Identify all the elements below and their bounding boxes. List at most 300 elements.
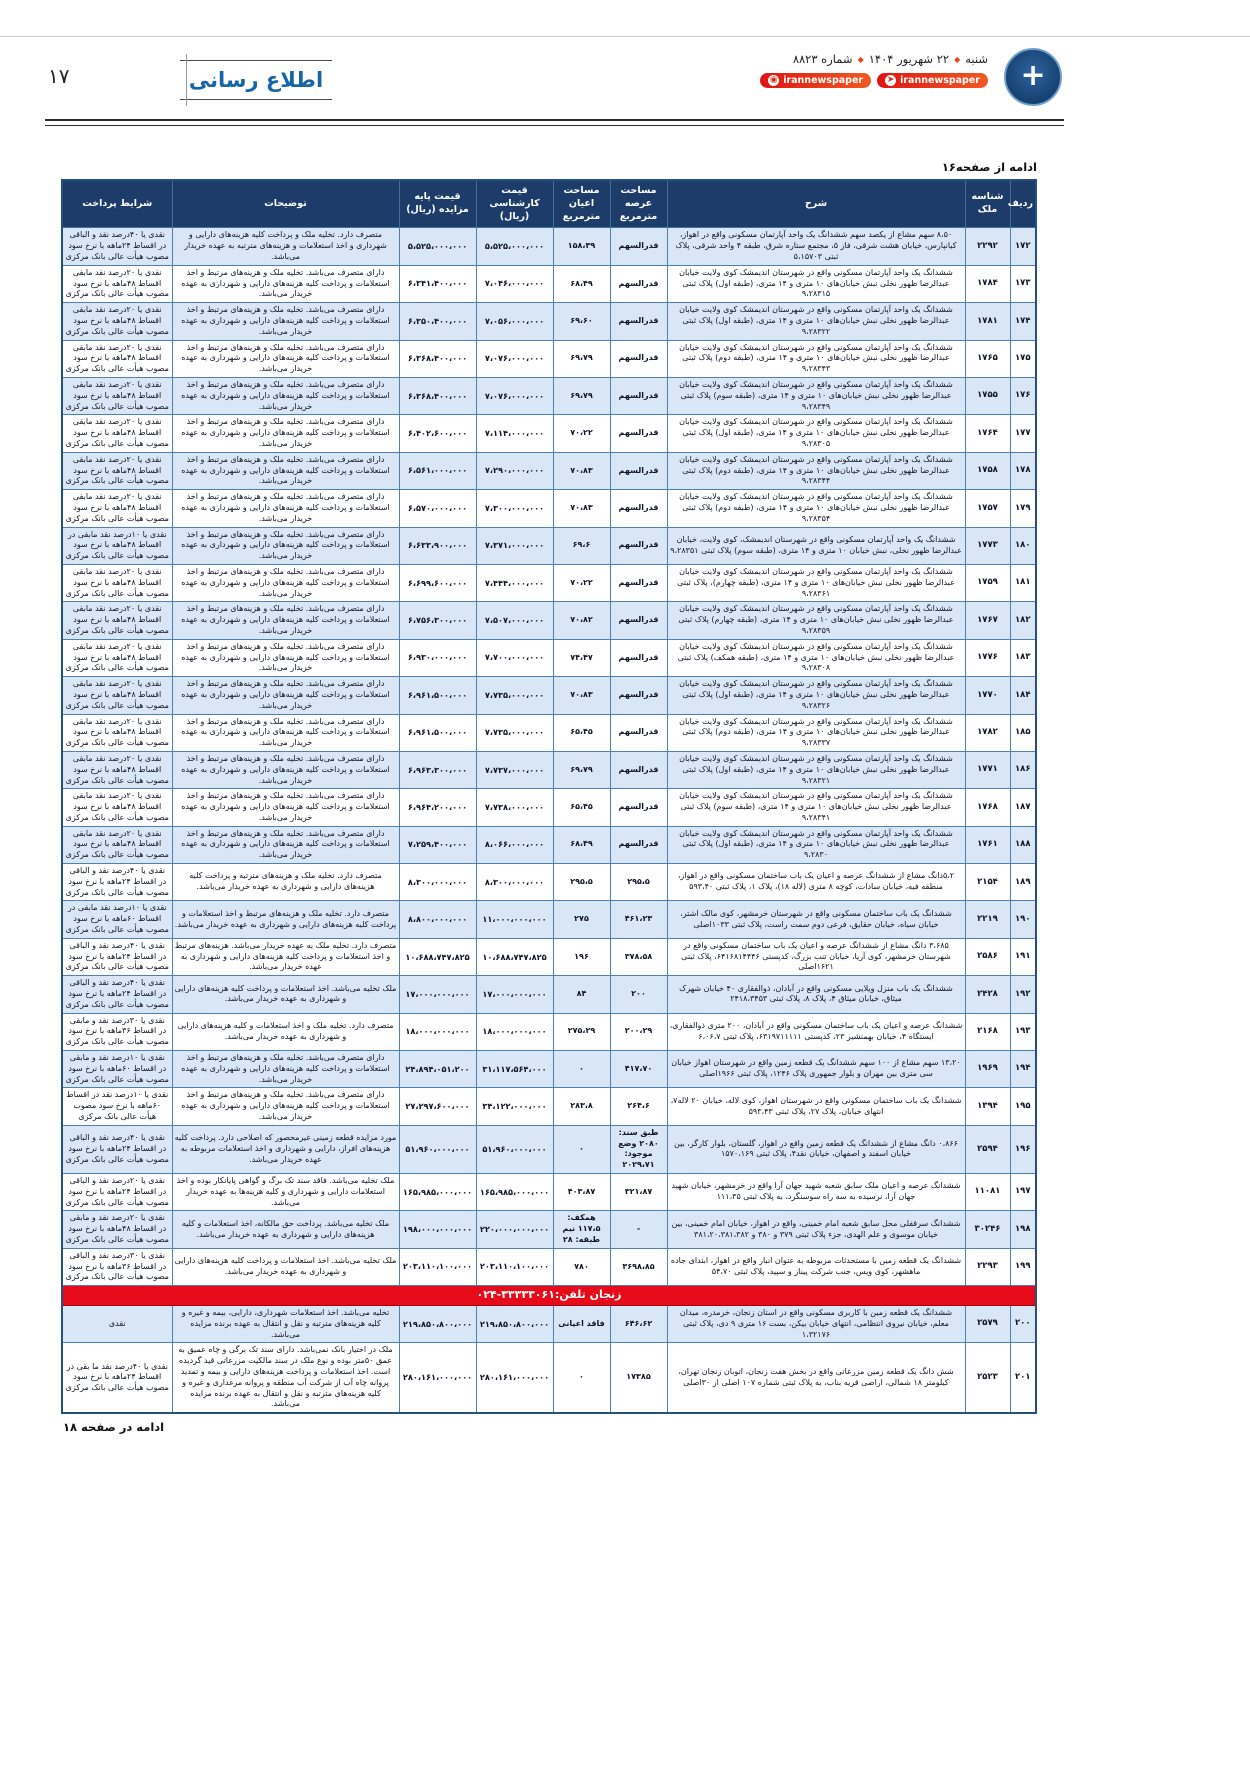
cell-karshenasi: ۷،۷۰۰،۰۰۰،۰۰۰ [476, 639, 553, 676]
cell-sharh: ششدانگ یک واحد آپارتمان مسکونی واقع در شهرستان اندیمشک کوی ولایت خیابان عبدالرضا ظهور نخلی نبش خیابان‌های ۱۰ متری و ۱۴ متری، (طبقه دوم) پلاک ثبتی ۹،۲۸۳۴۳ [667, 340, 965, 377]
zanjan-banner-label: زنجان تلفن:۳۳۳۳۳۰۶۱-۰۲۴ [62, 1286, 1036, 1306]
listing-row [62, 826, 1036, 863]
cell-karshenasi: ۷،۳۷۱،۰۰۰،۰۰۰ [476, 527, 553, 564]
cell-radif: ۱۷۹ [1010, 490, 1036, 527]
cell-tozihat: دارای متصرف می‌باشد. تخلیه ملک و هزینه‌های مرتبط و اخذ استعلامات و پرداخت کلیه هزینه‌های دارایی و شهرداری به عهده خریدار می‌باشد. [172, 639, 399, 676]
cell-karshenasi: ۱۷،۰۰۰،۰۰۰،۰۰۰ [476, 976, 553, 1013]
cell-arseh: قدرالسهم [610, 826, 667, 863]
cell-ayan: ۶۵،۴۵ [553, 714, 610, 751]
listing-row [62, 901, 1036, 938]
cell-arseh: قدرالسهم [610, 415, 667, 452]
cell-arseh: ۲۰۰،۲۹ [610, 1013, 667, 1050]
cell-sharh: ششدانگ یک واحد آپارتمان مسکونی واقع در شهرستان اندیمشک کوی ولایت خیابان عبدالرضا ظهور نخلی نبش خیابان‌های ۱۰ متری و ۱۴ متری، (طبقه اول) پلاک ثبتی ۹،۲۸۳۱۵ [667, 265, 965, 302]
cell-sharh: ۸،۵۰ سهم مشاع از یکصد سهم ششدانگ یک واحد آپارتمان مسکونی واقع در اهواز، کیانپارس، خیابان هشت شرقی، فاز ۵، مجتمع ستاره شرق، طبقه ۴ واحد شرقی، پلاک ثبتی ۵،۱۵۷۰۳ [667, 228, 965, 265]
cell-sharh: ششدانگ یک واحد آپارتمان مسکونی واقع در شهرستان اندیمشک کوی ولایت خیابان عبدالرضا ظهور نخلی نبش خیابان‌های ۱۰ متری و ۱۴ متری، (طبقه چهارم)، پلاک ثبتی ۹،۲۸۳۶۱ [667, 564, 965, 601]
cell-payeh: ۱۷،۰۰۰،۰۰۰،۰۰۰ [399, 976, 476, 1013]
top-rule [0, 36, 1250, 37]
cell-ayan: ۷۰،۸۳ [553, 490, 610, 527]
cell-tozihat: دارای متصرف می‌باشد. تخلیه ملک و هزینه‌های مرتبط و اخذ استعلامات و پرداخت کلیه هزینه‌های دارایی و شهرداری به عهده خریدار می‌باشد. [172, 714, 399, 751]
cell-karshenasi: ۸،۳۰۰،۰۰۰،۰۰۰ [476, 864, 553, 901]
auction-content [63, 160, 1037, 1434]
cell-karshenasi: ۱۱،۰۰۰،۰۰۰،۰۰۰ [476, 901, 553, 938]
cell-karshenasi: ۱۰،۶۸۸،۷۴۷،۸۲۵ [476, 938, 553, 975]
cell-arseh: قدرالسهم [610, 602, 667, 639]
cell-tozihat: دارای متصرف می‌باشد. تخلیه ملک و هزینه‌های مرتبط و اخذ استعلامات و پرداخت کلیه هزینه‌های دارایی و شهرداری به عهده خریدار می‌باشد. [172, 1088, 399, 1125]
cell-tozihat: تخلیه می‌باشد. اخذ استعلامات شهرداری، دارایی، بیمه و غیره و کلیه هزینه‌های مترتبه و نقل و انتقال به عهده برنده مزایده می‌باشد. [172, 1306, 399, 1343]
social-handle: irannewspaper [783, 75, 864, 86]
cell-arseh: قدرالسهم [610, 527, 667, 564]
cell-payeh: ۶،۹۶۱،۵۰۰،۰۰۰ [399, 677, 476, 714]
cell-sharh: ششدانگ یک قطعه زمین با مستحدثات مربوطه به عنوان انبار واقع در اهواز، ابتدای جاده ماهشهر، کوی ویس، جنب شرکت پیناز و سپید، پلاک ثبتی ۵۴،۷۰ [667, 1248, 965, 1285]
col-header-sharh: شرح [667, 180, 965, 228]
cell-karshenasi: ۷،۱۱۴،۰۰۰،۰۰۰ [476, 415, 553, 452]
cell-sharayet: نقدی یا ۱۰درصد نقد در اقساط ۶۰ماهه با نرخ سود مصوب هیأت عالی بانک مرکزی [62, 1088, 172, 1125]
cell-id: ۱۷۶۸ [965, 789, 1010, 826]
cell-radif: ۱۸۳ [1010, 639, 1036, 676]
cell-id: ۱۷۷۶ [965, 639, 1010, 676]
cell-sharayet: نقدی یا ۲۰درصد نقد مابقی اقساط ۴۸ماهه با نرخ سود مصوب هیأت عالی بانک مرکزی [62, 340, 172, 377]
plus-glyph: + [1020, 58, 1046, 93]
listing-row [62, 452, 1036, 489]
cell-id: ۱۷۵۹ [965, 564, 1010, 601]
cell-sharayet: نقدی یا ۳۰درصد نقد و مابقی در اقساط ۳۶ماهه با نرخ سود مصوب هیأت عالی بانک مرکزی [62, 1013, 172, 1050]
cell-karshenasi: ۷،۷۳۷،۰۰۰،۰۰۰ [476, 751, 553, 788]
listing-row [62, 265, 1036, 302]
cell-id: ۱۷۷۳ [965, 527, 1010, 564]
cell-arseh: ۲۶۴،۶ [610, 1088, 667, 1125]
cell-id: ۱۷۶۴ [965, 415, 1010, 452]
cell-payeh: ۲۴،۸۹۴،۰۵۱،۲۰۰ [399, 1051, 476, 1088]
cell-ayan: فاقد اعیانی [553, 1306, 610, 1343]
cell-arseh: قدرالسهم [610, 751, 667, 788]
date-text: ۲۲ شهریور ۱۴۰۴ [868, 52, 950, 66]
listing-row [62, 1125, 1036, 1173]
cell-id: ۳۰۲۴۶ [965, 1211, 1010, 1248]
continued-to-note: ادامه در صفحه ۱۸ [63, 1420, 165, 1435]
cell-id: ۱۷۷۰ [965, 677, 1010, 714]
cell-radif: ۱۹۴ [1010, 1051, 1036, 1088]
cell-tozihat: متصرف دارد. تخلیه ملک و هزینه‌های مرتبط و اخذ استعلامات و پرداخت کلیه هزینه‌های دارایی و شهرداری به عهده خریدار می‌باشد. [172, 901, 399, 938]
cell-arseh: ۶۴۶،۶۲ [610, 1306, 667, 1343]
cell-radif: ۱۹۷ [1010, 1174, 1036, 1211]
page-section-title: اطلاع رسانی [188, 68, 324, 92]
cell-sharayet: نقدی یا ۴۰درصد نقد ما بقی در اقساط ۲۴ماهه با نرخ سود مصوب هیأت عالی بانک مرکزی [62, 1343, 172, 1413]
cell-arseh: ۳۷۸،۵۸ [610, 938, 667, 975]
table-header-row [62, 180, 1036, 228]
listing-row [62, 1088, 1036, 1125]
cell-ayan: ۲۷۵،۲۹ [553, 1013, 610, 1050]
cell-tozihat: دارای متصرف می‌باشد. تخلیه ملک و هزینه‌های مرتبط و اخذ استعلامات و پرداخت کلیه هزینه‌های دارایی و شهرداری به عهده خریدار می‌باشد. [172, 789, 399, 826]
listing-row [62, 976, 1036, 1013]
cell-sharh: ششدانگ یک قطعه زمین با کاربری مسکونی واقع در استان زنجان، خرمدره، میدان معلم، خیابان نیروی انتظامی، انتهای خیابان بیکن، بست ۱۶ متری ۹ دی، پلاک ثبتی ۱،۳۲۱۷۶ [667, 1306, 965, 1343]
cell-tozihat: دارای متصرف می‌باشد. تخلیه ملک و هزینه‌های مرتبط و اخذ استعلامات و پرداخت کلیه هزینه‌های دارایی و شهرداری به عهده خریدار می‌باشد. [172, 303, 399, 340]
cell-payeh: ۷،۲۵۹،۴۰۰،۰۰۰ [399, 826, 476, 863]
cell-arseh: قدرالسهم [610, 639, 667, 676]
cell-id: ۱۹۶۹ [965, 1051, 1010, 1088]
cell-sharayet: نقدی یا ۳۰درصد نقد و الباقی در اقساط ۳۶ماهه با نرخ سود مصوب هیأت عالی بانک مرکزی [62, 1248, 172, 1285]
cell-id: ۲۵۷۹ [965, 1306, 1010, 1343]
cell-arseh: قدرالسهم [610, 228, 667, 265]
cell-karshenasi: ۷،۰۷۶،۰۰۰،۰۰۰ [476, 340, 553, 377]
diamond-icon: ◆ [954, 55, 961, 64]
col-header-payeh: قیمت پایه مزایده (ریال) [399, 180, 476, 228]
cell-sharh: ششدانگ عرصه و اعیان یک باب ساختمان مسکونی واقع در آبادان، ۲۰۰ متری ذوالفقاری، ایستگاه ۴، خیابان بهمنشیر ۲۳، کدپستی ۶۳۱۹۷۱۱۱۱۱، پلاک ثبتی ۶،۰۶،۷ [667, 1013, 965, 1050]
page-number: ۱۷ [48, 64, 70, 88]
cell-id: ۲۲۱۹ [965, 901, 1010, 938]
cell-radif: ۱۸۹ [1010, 864, 1036, 901]
cell-payeh: ۱۰،۶۸۸،۷۴۷،۸۲۵ [399, 938, 476, 975]
cell-radif: ۱۷۳ [1010, 265, 1036, 302]
cell-tozihat: متصرف دارد. تخلیه ملک و پرداخت کلیه هزینه‌های دارایی و شهرداری و اخذ استعلامات و هزینه‌های مترتبه به عهده خریدار می‌باشد. [172, 228, 399, 265]
cell-payeh: ۶،۹۶۴،۲۰۰،۰۰۰ [399, 789, 476, 826]
col-header-tozihat: توضیحات [172, 180, 399, 228]
cell-karshenasi: ۷،۵۰۷،۰۰۰،۰۰۰ [476, 602, 553, 639]
cell-karshenasi: ۸،۰۶۶،۰۰۰،۰۰۰ [476, 826, 553, 863]
cell-arseh: قدرالسهم [610, 714, 667, 751]
cell-radif: ۱۷۸ [1010, 452, 1036, 489]
weekday-text: شنبه [965, 52, 988, 66]
cell-karshenasi: ۷،۴۴۴،۰۰۰،۰۰۰ [476, 564, 553, 601]
cell-ayan: ۲۷۵ [553, 901, 610, 938]
masthead [0, 46, 1250, 114]
cell-sharayet: نقدی یا ۲۰درصد نقد و مابقی در اقساط ۴۸ماهه با نرخ سود مصوب هیأت عالی بانک مرکزی [62, 1211, 172, 1248]
listing-row [62, 1343, 1036, 1413]
cell-tozihat: ملک تخلیه می‌باشد. فاقد سند تک برگ و گواهی پایانکار بوده و اخذ استعلامات دارایی و شهرداری و کلیه هزینه‌ها به عهده خریدار می‌باشد. [172, 1174, 399, 1211]
cell-ayan: ۱۵۸،۳۹ [553, 228, 610, 265]
cell-id: ۲۲۹۲ [965, 228, 1010, 265]
cell-karshenasi: ۱۸،۰۰۰،۰۰۰،۰۰۰ [476, 1013, 553, 1050]
cell-karshenasi: ۵،۵۲۵،۰۰۰،۰۰۰ [476, 228, 553, 265]
cell-tozihat: متصرف دارد. تخلیه ملک به عهده خریدار می‌باشد. هزینه‌های مرتبط و اخذ استعلامات و پرداخت کلیه هزینه‌های دارایی و شهرداری به عهده خریدار می‌باشد. [172, 938, 399, 975]
cell-radif: ۲۰۰ [1010, 1306, 1036, 1343]
cell-ayan: ۲۹۵،۵ [553, 864, 610, 901]
cell-sharayet: نقدی یا ۲۰درصد نقد مابقی اقساط ۴۸ماهه با نرخ سود مصوب هیأت عالی بانک مرکزی [62, 415, 172, 452]
cell-radif: ۱۹۵ [1010, 1088, 1036, 1125]
col-header-ayan: مساحت اعیان مترمربع [553, 180, 610, 228]
cell-sharh: ششدانگ یک واحد آپارتمان مسکونی واقع در شهرستان اندیمشک کوی ولایت خیابان عبدالرضا ظهور نخلی نبش خیابان‌های ۱۰ متری و ۱۴ متری، (طبقه اول) پلاک ثبتی ۹،۲۸۳۲۱ [667, 751, 965, 788]
cell-payeh: ۶،۷۵۶،۳۰۰،۰۰۰ [399, 602, 476, 639]
listing-row [62, 602, 1036, 639]
cell-sharh: ششدانگ یک واحد آپارتمان مسکونی واقع در شهرستان اندیمشک کوی ولایت خیابان عبدالرضا ظهور نخلی نبش خیابان‌های ۱۰ متری و ۱۴ متری، (طبقه دوم) پلاک ثبتی ۹،۲۸۳۴۴ [667, 452, 965, 489]
cell-sharh: ۵،۲دانگ مشاع از ششدانگ عرصه و اعیان یک باب ساختمان مسکونی واقع در اهواز، منطقه فیه، خیابان سادات، کوچه ۸ متری (لاله ۱۸)، پلاک ۱، پلاک ثبتی ۵۹۳،۴۰ [667, 864, 965, 901]
cell-sharh: ششدانگ یک واحد آپارتمان مسکونی واقع در شهرستان اندیمشک کوی ولایت خیابان عبدالرضا ظهور نخلی نبش خیابان‌های ۱۰ متری و ۱۴ متری، (طبقه اول) پلاک ثبتی ۹،۲۸۳۲۶ [667, 677, 965, 714]
cell-sharayet: نقدی یا ۴۰درصد نقد و الباقی در اقساط ۲۴ماهه با نرخ سود مصوب هیأت عالی بانک مرکزی [62, 976, 172, 1013]
listing-row [62, 1211, 1036, 1248]
social-handle: irannewspaper [900, 75, 980, 86]
cell-payeh: ۵۱،۹۶۰،۰۰۰،۰۰۰ [399, 1125, 476, 1173]
cell-radif: ۱۹۲ [1010, 976, 1036, 1013]
cell-tozihat: دارای متصرف می‌باشد. تخلیه ملک و هزینه‌های مرتبط و اخذ استعلامات و پرداخت کلیه هزینه‌های دارایی و شهرداری به عهده خریدار می‌باشد. [172, 602, 399, 639]
cell-payeh: ۶،۴۰۲،۶۰۰،۰۰۰ [399, 415, 476, 452]
cell-ayan: ۱۹۶ [553, 938, 610, 975]
cell-sharh: ششدانگ یک واحد آپارتمان مسکونی واقع در شهرستان اندیمشک کوی ولایت خیابان عبدالرضا ظهور نخلی نبش خیابان‌های ۱۰ متری و ۱۴ متری، (طبقه سوم) پلاک ثبتی ۹،۲۸۳۴۹ [667, 378, 965, 415]
cell-id: ۲۱۶۸ [965, 1013, 1010, 1050]
cell-payeh: ۶،۵۶۱،۰۰۰،۰۰۰ [399, 452, 476, 489]
date-line [528, 52, 988, 66]
cell-id: ۱۷۵۸ [965, 452, 1010, 489]
cell-karshenasi: ۲۸۰،۱۶۱،۰۰۰،۰۰۰ [476, 1343, 553, 1413]
cell-tozihat: دارای متصرف می‌باشد. تخلیه ملک و هزینه‌های مرتبط و اخذ استعلامات و پرداخت کلیه هزینه‌های دارایی و شهرداری به عهده خریدار می‌باشد. [172, 751, 399, 788]
cell-radif: ۱۷۵ [1010, 340, 1036, 377]
listing-row [62, 1306, 1036, 1343]
cell-karshenasi: ۷،۰۴۶،۰۰۰،۰۰۰ [476, 265, 553, 302]
cell-payeh: ۲۷،۲۹۷،۶۰۰،۰۰۰ [399, 1088, 476, 1125]
cell-radif: ۱۸۲ [1010, 602, 1036, 639]
cell-ayan: ۶۵،۴۵ [553, 789, 610, 826]
cell-tozihat: دارای متصرف می‌باشد. تخلیه ملک و هزینه‌های مرتبط و اخذ استعلامات و پرداخت کلیه هزینه‌های دارایی و شهرداری به عهده خریدار می‌باشد. [172, 415, 399, 452]
cell-arseh: ۴۱۷،۷۰ [610, 1051, 667, 1088]
cell-sharh: ششدانگ یک واحد آپارتمان مسکونی واقع در شهرستان اندیمشک کوی ولایت خیابان عبدالرضا ظهور نخلی نبش خیابان‌های ۱۰ متری و ۱۴ متری، (طبقه سوم) پلاک ثبتی ۹،۲۸۳۴۱ [667, 789, 965, 826]
cell-id: ۱۳۹۴ [965, 1088, 1010, 1125]
cell-sharayet: نقدی یا ۲۰درصد نقد و الباقی در اقساط ۲۴ماهه با نرخ سود مصوب هیأت عالی بانک مرکزی [62, 1174, 172, 1211]
cell-ayan: ۷۸۰ [553, 1248, 610, 1285]
cell-tozihat: متصرف دارد. تخلیه ملک و هزینه‌های مترتبه و پرداخت کلیه هزینه‌های دارایی و شهرداری به عهده خریدار می‌باشد. [172, 864, 399, 901]
cell-ayan: ۷۴،۴۷ [553, 639, 610, 676]
social-badge-twitter-telegram [877, 73, 988, 88]
cell-payeh: ۱۸،۰۰۰،۰۰۰،۰۰۰ [399, 1013, 476, 1050]
cell-tozihat: دارای متصرف می‌باشد. تخلیه ملک و هزینه‌های مرتبط و اخذ استعلامات و پرداخت کلیه هزینه‌های دارایی و شهرداری به عهده خریدار می‌باشد. [172, 677, 399, 714]
cell-id: ۱۷۶۵ [965, 340, 1010, 377]
cell-payeh: ۶،۵۷۰،۰۰۰،۰۰۰ [399, 490, 476, 527]
listing-row [62, 1174, 1036, 1211]
cell-sharayet: نقدی یا ۲۰درصد نقد مابقی اقساط ۴۸ماهه با نرخ سود مصوب هیأت عالی بانک مرکزی [62, 265, 172, 302]
cell-karshenasi: ۵۱،۹۶۰،۰۰۰،۰۰۰ [476, 1125, 553, 1173]
cell-id: ۲۴۲۸ [965, 976, 1010, 1013]
cell-id: ۱۷۵۷ [965, 490, 1010, 527]
cell-arseh: قدرالسهم [610, 564, 667, 601]
cell-sharh: ۳،۶۸۵ دانگ مشاع از ششدانگ عرصه و اعیان یک باب ساختمان مسکونی واقع در شهرستان خرمشهر، کوی آریا، خیابان تنب بزرگ، کدپستی ۶۴۱۶۸۱۴۴۴۶، پلاک ثبتی ۱۶۲۱اصلی [667, 938, 965, 975]
cell-sharayet: نقدی یا ۲۰درصد نقد مابقی اقساط ۴۸ماهه با نرخ سود مصوب هیأت عالی بانک مرکزی [62, 602, 172, 639]
cell-sharh: ششدانگ یک واحد آپارتمان مسکونی واقع در شهرستان اندیمشک کوی ولایت خیابان عبدالرضا ظهور نخلی نبش خیابان‌های ۱۰ متری و ۱۴ متری، (طبقه همکف) پلاک ثبتی ۹،۲۸۳۰۸ [667, 639, 965, 676]
cell-sharh: ششدانگ یک واحد آپارتمان مسکونی واقع در شهرستان اندیمشک کوی ولایت خیابان عبدالرضا ظهور نخلی نبش خیابان‌های ۱۰ متری و ۱۴ متری، (طبقه چهارم) پلاک ثبتی ۹،۲۸۳۵۹ [667, 602, 965, 639]
cell-payeh: ۶،۳۶۸،۴۰۰،۰۰۰ [399, 378, 476, 415]
cell-radif: ۱۸۷ [1010, 789, 1036, 826]
cell-karshenasi: ۷،۷۳۵،۰۰۰،۰۰۰ [476, 677, 553, 714]
cell-radif: ۱۷۴ [1010, 303, 1036, 340]
cell-payeh: ۱۶۵،۹۸۵،۰۰۰،۰۰۰ [399, 1174, 476, 1211]
cell-radif: ۱۸۶ [1010, 751, 1036, 788]
cell-ayan: ۷۰،۲۲ [553, 415, 610, 452]
cell-karshenasi: ۲۱۹،۸۵۰،۸۰۰،۰۰۰ [476, 1306, 553, 1343]
col-header-sharayet: شرایط پرداخت [62, 180, 172, 228]
cell-arseh: قدرالسهم [610, 340, 667, 377]
listing-row [62, 789, 1036, 826]
cell-sharayet: نقدی یا ۴۰درصد نقد و الباقی در اقساط ۲۴ماهه با نرخ سود مصوب هیأت عالی بانک مرکزی [62, 938, 172, 975]
cell-sharayet: نقدی یا ۴۰درصد نقد و الباقی در اقساط ۲۴ماهه با نرخ سود مصوب هیأت عالی بانک مرکزی [62, 864, 172, 901]
col-header-radif: ردیف [1010, 180, 1036, 228]
cell-ayan: ۶۹،۷۹ [553, 378, 610, 415]
cell-ayan: ۶۹،۷۹ [553, 751, 610, 788]
cell-payeh: ۶،۹۶۳،۳۰۰،۰۰۰ [399, 751, 476, 788]
cell-arseh: قدرالسهم [610, 677, 667, 714]
cell-sharayet: نقدی یا ۲۰درصد نقد مابقی اقساط ۴۸ماهه با نرخ سود مصوب هیأت عالی بانک مرکزی [62, 789, 172, 826]
cell-radif: ۱۷۶ [1010, 378, 1036, 415]
cell-sharayet: نقدی یا ۲۰درصد نقد مابقی اقساط ۴۸ماهه با نرخ سود مصوب هیأت عالی بانک مرکزی [62, 677, 172, 714]
cell-radif: ۱۷۷ [1010, 415, 1036, 452]
listing-row [62, 340, 1036, 377]
cell-ayan: ۴۰۳،۸۷ [553, 1174, 610, 1211]
social-badge-instagram [760, 73, 871, 88]
cell-arseh: قدرالسهم [610, 378, 667, 415]
cell-sharayet: نقدی یا ۲۰درصد نقد مابقی اقساط ۴۸ماهه با نرخ سود مصوب هیأت عالی بانک مرکزی [62, 378, 172, 415]
cell-arseh: - [610, 1211, 667, 1248]
cell-karshenasi: ۷،۷۳۵،۰۰۰،۰۰۰ [476, 714, 553, 751]
cell-payeh: ۶،۳۵۰،۴۰۰،۰۰۰ [399, 303, 476, 340]
cell-ayan: ۶۸،۴۹ [553, 826, 610, 863]
listings-body [62, 228, 1036, 1413]
cell-karshenasi: ۷،۷۳۸،۰۰۰،۰۰۰ [476, 789, 553, 826]
col-header-arseh: مساحت عرصه مترمربع [610, 180, 667, 228]
cell-ayan: همکف: ۱۱۷،۵ نیم طبقه: ۲۸ [553, 1211, 610, 1248]
cell-sharayet: نقدی یا ۲۰درصد نقد مابقی اقساط ۴۸ماهه با نرخ سود مصوب هیأت عالی بانک مرکزی [62, 303, 172, 340]
cell-radif: ۱۹۱ [1010, 938, 1036, 975]
listing-row [62, 938, 1036, 975]
cell-payeh: ۱۹۸،۰۰۰،۰۰۰،۰۰۰ [399, 1211, 476, 1248]
cell-radif: ۱۹۸ [1010, 1211, 1036, 1248]
cell-sharh: ششدانگ یک باب ساختمان مسکونی واقع در شهرستان اهواز، کوی لاله، خیابان ۲۰ لاله۷، انتهای خیابان، پلاک ۲۷، پلاک ثبتی ۵۹۳،۴۳ [667, 1088, 965, 1125]
listing-row [62, 490, 1036, 527]
cell-ayan: ۶۹،۶۰ [553, 303, 610, 340]
cell-arseh: ۳۲۱،۸۷ [610, 1174, 667, 1211]
cell-tozihat: دارای متصرف می‌باشد. تخلیه ملک و هزینه‌های مرتبط و اخذ استعلامات و پرداخت کلیه هزینه‌های دارایی و شهرداری به عهده خریدار می‌باشد. [172, 564, 399, 601]
cell-id: ۱۷۵۵ [965, 378, 1010, 415]
cell-sharh: ششدانگ یک واحد آپارتمان مسکونی واقع در شهرستان اندیمشک، کوی ولایت، خیابان عبدالرضا ظهور نخلی، نبش خیابان ۱۰ متری و ۱۴ متری، (طبقه سوم) پلاک ثبتی ۹،۲۸۳۵۱ [667, 527, 965, 564]
cell-karshenasi: ۲۰۳،۱۱۰،۱۰۰،۰۰۰ [476, 1248, 553, 1285]
cell-payeh: ۶،۳۶۸،۴۰۰،۰۰۰ [399, 340, 476, 377]
cell-sharh: ششدانگ یک واحد آپارتمان مسکونی واقع در شهرستان اندیمشک کوی ولایت خیابان عبدالرضا ظهور نخلی نبش خیابان‌های ۱۰ متری و ۱۴ متری، (طبقه دوم) پلاک ثبتی ۹،۲۸۳۵۴ [667, 490, 965, 527]
cell-payeh: ۲۰۳،۱۱۰،۱۰۰،۰۰۰ [399, 1248, 476, 1285]
listing-row [62, 378, 1036, 415]
cell-ayan: ۷۰،۸۳ [553, 452, 610, 489]
cell-payeh: ۵،۵۲۵،۰۰۰،۰۰۰ [399, 228, 476, 265]
col-header-karshenasi: قیمت کارشناسی (ریال) [476, 180, 553, 228]
listing-row [62, 751, 1036, 788]
cell-sharayet: نقدی یا ۲۰درصد نقد مابقی اقساط ۴۸ماهه با نرخ سود مصوب هیأت عالی بانک مرکزی [62, 826, 172, 863]
cell-radif: ۱۹۰ [1010, 901, 1036, 938]
telegram-icon: ➤ [886, 75, 895, 85]
cell-radif: ۱۸۱ [1010, 564, 1036, 601]
listing-row [62, 527, 1036, 564]
cell-sharayet: نقدی یا ۲۰درصد نقد مابقی اقساط ۴۸ماهه با نرخ سود مصوب هیأت عالی بانک مرکزی [62, 639, 172, 676]
cell-karshenasi: ۷،۰۷۶،۰۰۰،۰۰۰ [476, 378, 553, 415]
listing-row [62, 303, 1036, 340]
cell-ayan: ۶۸،۴۹ [553, 265, 610, 302]
cell-sharh: ۰،۸۶۶ دانگ مشاع از ششدانگ یک قطعه زمین واقع در اهواز، گلستان، بلوار کارگر، بین خیابان اسفند و اصفهان، خیابان نقد۴، پلاک ثبتی ۱۵۷۰،۱۶۹ [667, 1125, 965, 1173]
cell-sharayet: نقدی یا ۴۰درصد نقد و الباقی در اقساط ۲۴ماهه با نرخ سود مصوب هیأت عالی بانک مرکزی [62, 1125, 172, 1173]
cell-tozihat: دارای متصرف می‌باشد. تخلیه ملک و هزینه‌های مرتبط و اخذ استعلامات و پرداخت کلیه هزینه‌های دارایی و شهرداری به عهده خریدار می‌باشد. [172, 1051, 399, 1088]
col-header-id: شناسه ملک [965, 180, 1010, 228]
cell-tozihat: ملک تخلیه می‌باشد. اخذ استعلامات و پرداخت کلیه هزینه‌های دارایی و شهرداری به عهده خریدار می‌باشد. [172, 976, 399, 1013]
cell-ayan: ۶۹،۷۹ [553, 340, 610, 377]
cell-ayan: ۷۰،۸۲ [553, 602, 610, 639]
auction-table [61, 179, 1037, 1414]
cell-radif: ۱۸۰ [1010, 527, 1036, 564]
cell-ayan: ۰ [553, 1343, 610, 1413]
listing-row [62, 415, 1036, 452]
cell-id: ۱۷۸۲ [965, 714, 1010, 751]
iran-logo-icon [1004, 48, 1062, 106]
cell-karshenasi: ۳۴،۱۲۲،۰۰۰،۰۰۰ [476, 1088, 553, 1125]
cell-tozihat: مورد مزایده قطعه زمینی غیرمحصور که اصلاحی دارد. پرداخت کلیه هزینه‌های افراز، دارایی و شهرداری و اخذ استعلامات مربوطه به عهده خریدار می‌باشد. [172, 1125, 399, 1173]
cell-radif: ۱۸۴ [1010, 677, 1036, 714]
cell-ayan: ۰ [553, 1051, 610, 1088]
listing-row [62, 1248, 1036, 1285]
cell-karshenasi: ۱۶۵،۹۸۵،۰۰۰،۰۰۰ [476, 1174, 553, 1211]
listing-row [62, 864, 1036, 901]
issue-text: شماره ۸۸۲۳ [792, 52, 853, 66]
cell-payeh: ۶،۳۴۱،۴۰۰،۰۰۰ [399, 265, 476, 302]
cell-id: ۱۷۸۴ [965, 265, 1010, 302]
listing-row [62, 228, 1036, 265]
cell-payeh: ۶،۶۳۳،۹۰۰،۰۰۰ [399, 527, 476, 564]
cell-sharayet: نقدی یا ۴۰درصد نقد و الباقی در اقساط ۲۴ماهه با نرخ سود مصوب هیأت عالی بانک مرکزی [62, 228, 172, 265]
cell-ayan: ۷۰،۲۲ [553, 564, 610, 601]
cell-sharayet: نقدی یا ۲۰درصد نقد مابقی اقساط ۴۸ماهه با نرخ سود مصوب هیأت عالی بانک مرکزی [62, 564, 172, 601]
listing-row [62, 1051, 1036, 1088]
cell-arseh: ۱۷۳۸۵ [610, 1343, 667, 1413]
cell-payeh: ۶،۶۹۹،۶۰۰،۰۰۰ [399, 564, 476, 601]
cell-arseh: ۲۰۰ [610, 976, 667, 1013]
cell-arseh: ۴۶۱،۲۳ [610, 901, 667, 938]
cell-id: ۲۲۹۳ [965, 1248, 1010, 1285]
cell-arseh: قدرالسهم [610, 490, 667, 527]
cell-tozihat: ملک تخلیه می‌باشد. پرداخت حق مالکانه، اخذ استعلامات و کلیه هزینه‌های دارایی و شهرداری به عهده خریدار می‌باشد. [172, 1211, 399, 1248]
cell-payeh: ۶،۹۳۰،۰۰۰،۰۰۰ [399, 639, 476, 676]
cell-ayan: ۷۰،۸۳ [553, 677, 610, 714]
date-social-block [528, 52, 988, 88]
cell-tozihat: ملک در اختیار بانک نمی‌باشد. دارای سند تک برگی و چاه عمیق به عمق ۵۰متر بوده و نوع ملک در سند مالکیت مزرعاتی قید گردیده است. اخذ استعلامات و پرداخت هزینه‌های دارایی و بیمه و تمدید پروانه چاه آب از شرکت آب منطقه و پروانه مرغداری و غیره و کلیه هزینه‌های مترتبه و نقل و انتقال به عهده برنده مزایده می‌باشد. [172, 1343, 399, 1413]
cell-sharayet: نقدی [62, 1306, 172, 1343]
cell-arseh: قدرالسهم [610, 265, 667, 302]
listing-row [62, 1013, 1036, 1050]
cell-id: ۱۱۰۸۱ [965, 1174, 1010, 1211]
cell-payeh: ۲۸۰،۱۶۱،۰۰۰،۰۰۰ [399, 1343, 476, 1413]
cell-sharayet: نقدی یا ۲۰درصد نقد مابقی اقساط ۴۸ماهه با نرخ سود مصوب هیأت عالی بانک مرکزی [62, 751, 172, 788]
header-vertical-divider [186, 54, 187, 106]
cell-sharh: ششدانگ یک باب منزل ویلایی مسکونی واقع در آبادان، ذوالفقاری ۴۰ خیابان شهرک میثاق، خیابان میثاق ۴، پلاک ۸، پلاک ثبتی ۲۴۱۸،۳۴۵۳ [667, 976, 965, 1013]
listing-row [62, 639, 1036, 676]
cell-arseh: طبق سند: ۲۰۸۰ وضع موجود: ۲۰۲۹،۷۱ [610, 1125, 667, 1173]
cell-tozihat: دارای متصرف می‌باشد. تخلیه ملک و هزینه‌های مرتبط و اخذ استعلامات و پرداخت کلیه هزینه‌های دارایی و شهرداری به عهده خریدار می‌باشد. [172, 826, 399, 863]
zanjan-banner-row [62, 1286, 1036, 1306]
cell-radif: ۱۹۹ [1010, 1248, 1036, 1285]
cell-tozihat: دارای متصرف می‌باشد. تخلیه ملک و هزینه‌های مرتبط و اخذ استعلامات و پرداخت کلیه هزینه‌های دارایی و شهرداری به عهده خریدار می‌باشد. [172, 378, 399, 415]
cell-sharayet: نقدی یا ۱۰درصد نقد مابقی در اقساط ۴۸ماهه با نرخ سود مصوب هیأت عالی بانک مرکزی [62, 527, 172, 564]
cell-id: ۱۷۷۱ [965, 751, 1010, 788]
cell-sharayet: نقدی یا ۲۰درصد نقد مابقی اقساط ۴۸ماهه با نرخ سود مصوب هیأت عالی بانک مرکزی [62, 490, 172, 527]
cell-sharayet: نقدی یا ۱۰درصد نقد مابقی در اقساط ۶۰ماهه با نرخ سود مصوب هیأت عالی بانک مرکزی [62, 901, 172, 938]
cell-payeh: ۲۱۹،۸۵۰،۸۰۰،۰۰۰ [399, 1306, 476, 1343]
listing-row [62, 714, 1036, 751]
cell-sharh: ششدانگ عرصه و اعیان ملک سابق شعبه شهید جهان آرا واقع در خرمشهر، خیابان شهید جهان آرا، نرسیده به سه راه سوسنگرد، به پلاک ثبتی ۱۱۱،۳۵ [667, 1174, 965, 1211]
cell-id: ۲۵۹۴ [965, 1125, 1010, 1173]
cell-sharayet: نقدی یا ۲۰درصد نقد مابقی اقساط ۴۸ماهه با نرخ سود مصوب هیأت عالی بانک مرکزی [62, 452, 172, 489]
cell-id: ۲۵۲۳ [965, 1343, 1010, 1413]
cell-tozihat: دارای متصرف می‌باشد. تخلیه ملک و هزینه‌های مرتبط و اخذ استعلامات و پرداخت کلیه هزینه‌های دارایی و شهرداری به عهده خریدار می‌باشد. [172, 340, 399, 377]
cell-payeh: ۶،۹۶۱،۵۰۰،۰۰۰ [399, 714, 476, 751]
cell-ayan: ۶۹،۶ [553, 527, 610, 564]
cell-tozihat: متصرف دارد. تخلیه ملک و اخذ استعلامات و کلیه هزینه‌های دارایی و شهرداری به عهده خریدار می‌باشد. [172, 1013, 399, 1050]
cell-ayan: ۲۸۳،۸ [553, 1088, 610, 1125]
cell-payeh: ۸،۸۰۰،۰۰۰،۰۰۰ [399, 901, 476, 938]
cell-id: ۱۷۶۱ [965, 826, 1010, 863]
cell-id: ۱۷۸۱ [965, 303, 1010, 340]
cell-ayan: ۰ [553, 1125, 610, 1173]
cell-sharh: ششدانگ یک واحد آپارتمان مسکونی واقع در شهرستان اندیمشک کوی ولایت خیابان عبدالرضا ظهور نخلی نبش خیابان‌های ۱۰ متری و ۱۴ متری، (طبقه اول) پلاک ثبتی ۹،۲۸۳۰ [667, 826, 965, 863]
cell-id: ۲۱۵۴ [965, 864, 1010, 901]
cell-sharayet: نقدی یا ۲۰درصد نقد مابقی اقساط ۴۸ماهه با نرخ سود مصوب هیأت عالی بانک مرکزی [62, 714, 172, 751]
cell-karshenasi: ۷،۳۰۰،۰۰۰،۰۰۰ [476, 490, 553, 527]
